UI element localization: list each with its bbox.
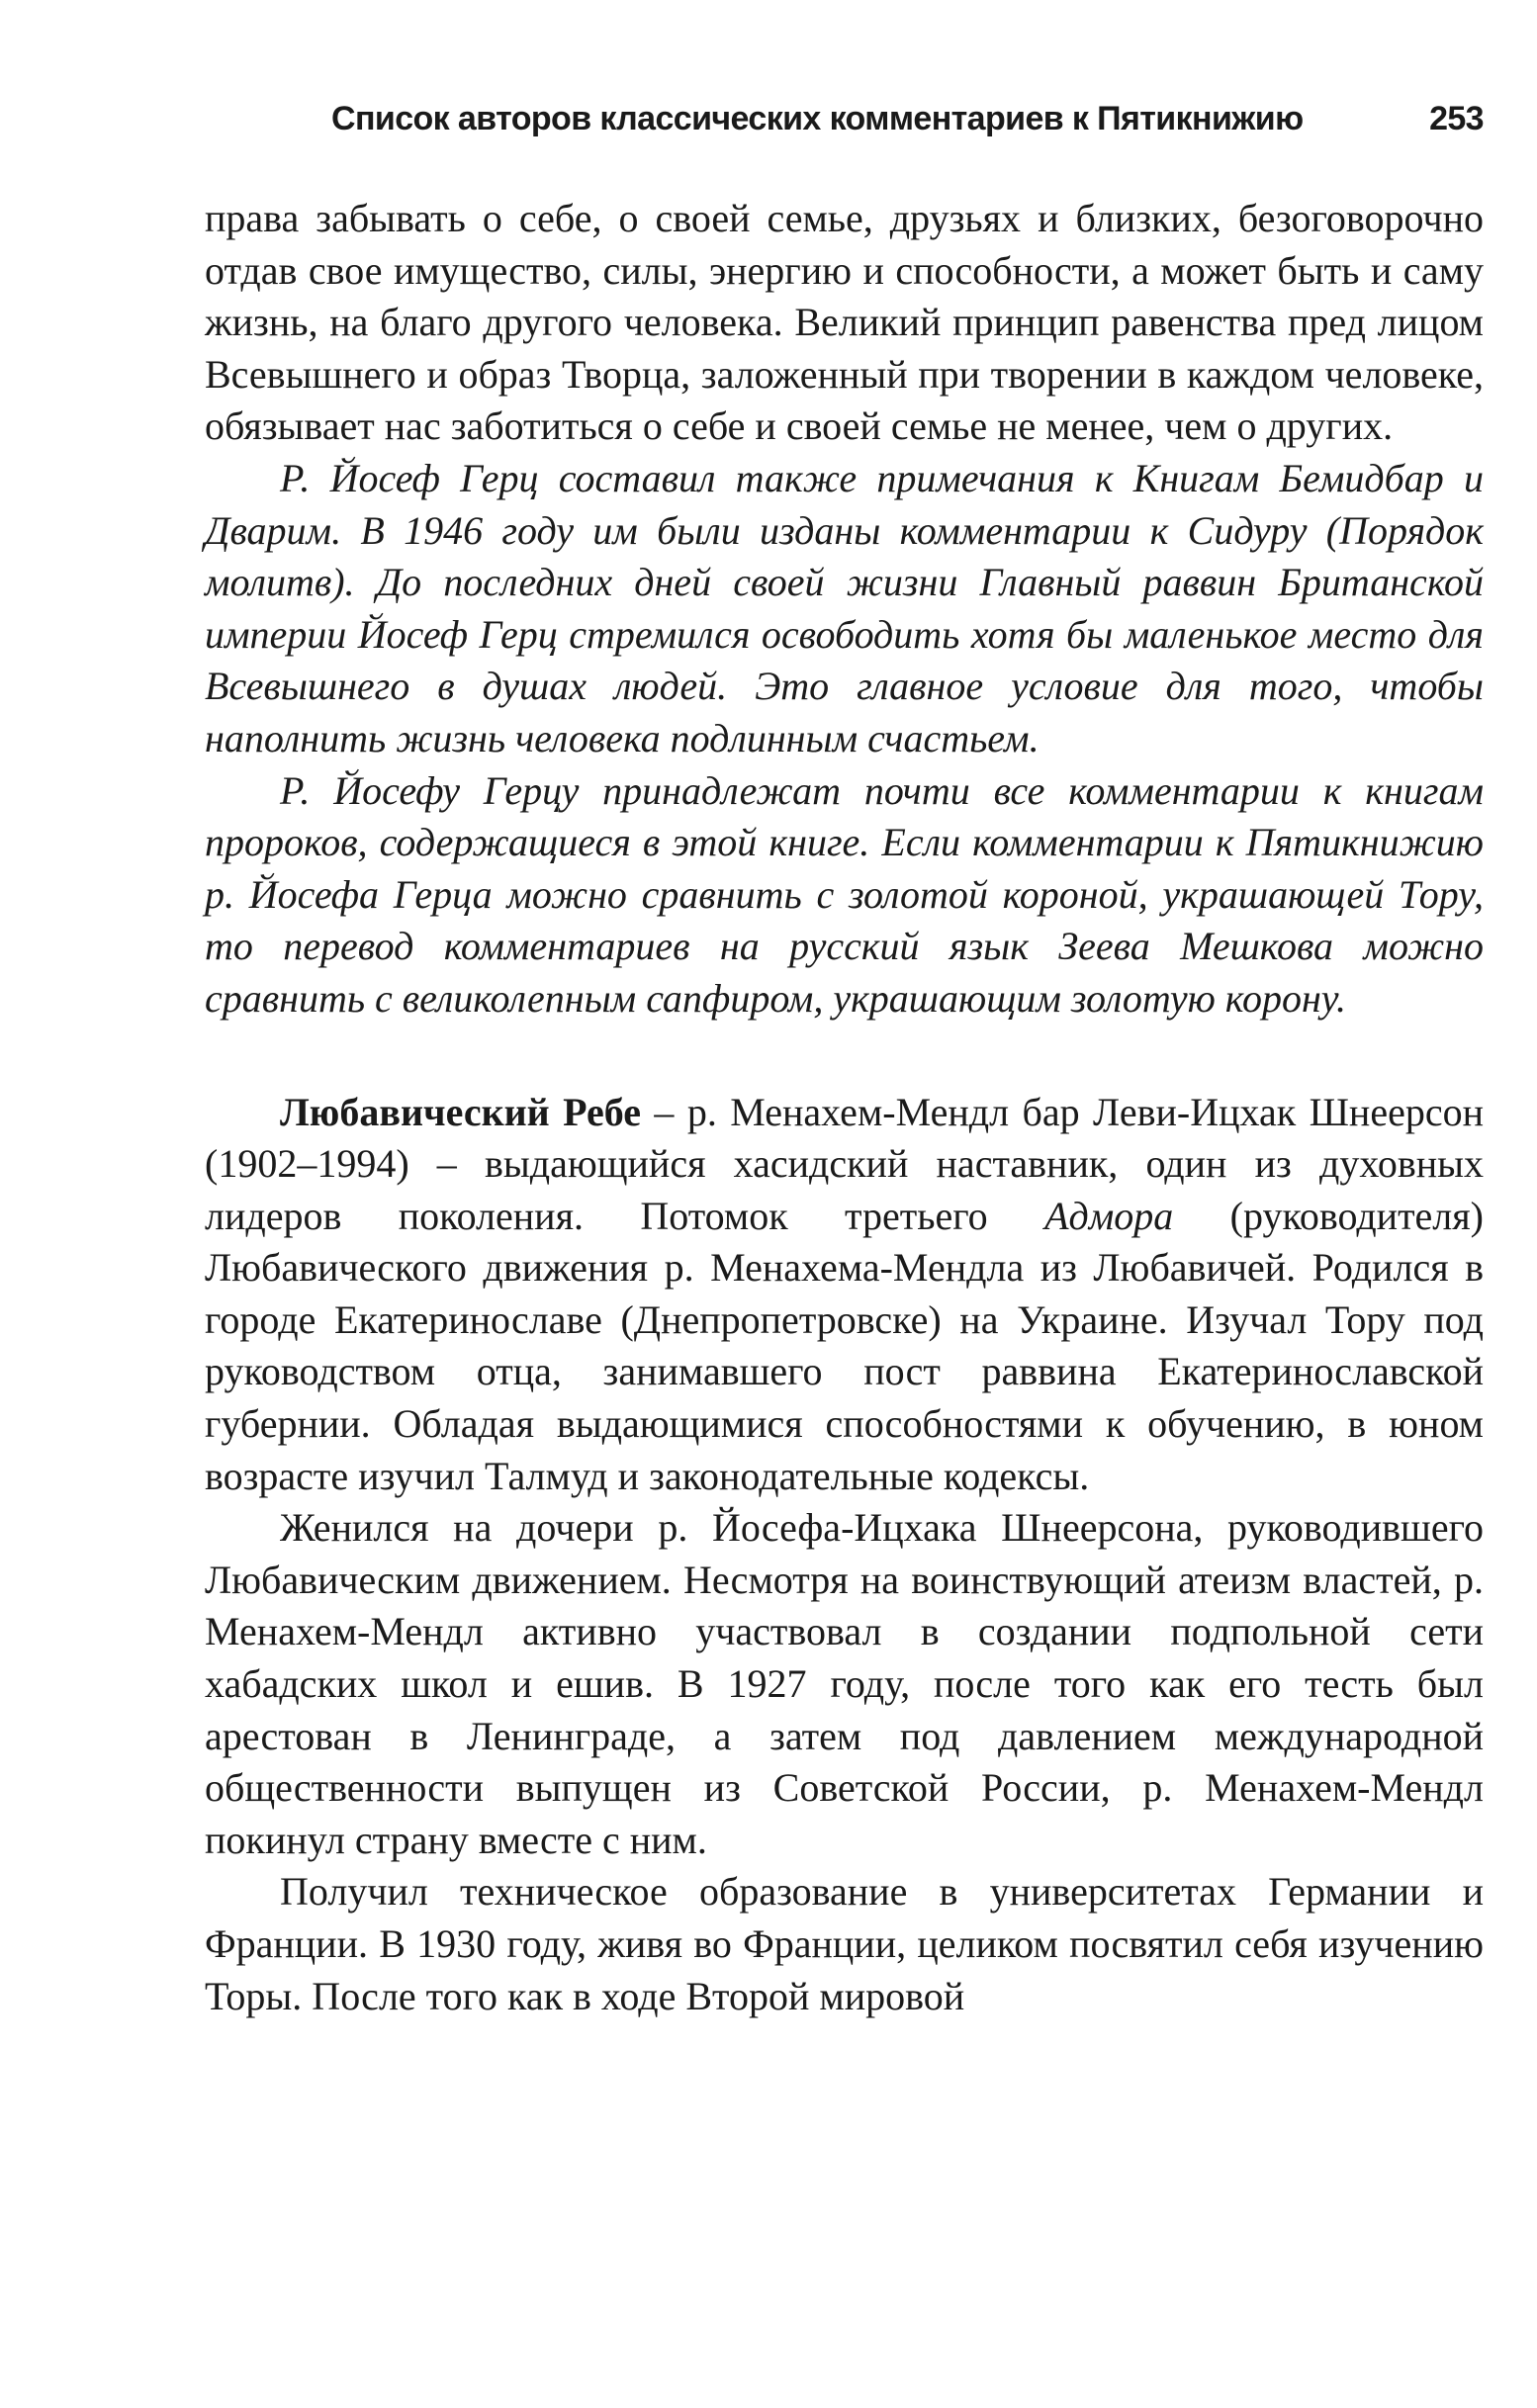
entry-name: Любавический Ребе (280, 1089, 642, 1134)
header-title: Список авторов классических комментариев к Пятикнижию (331, 100, 1304, 137)
entry-text-part-2: (руководителя) Любавического движения р. Менахема-Мендла из Любавичей. Родился в городе Екатеринославе (Днепропетровске) на Украине. Изучал Тору под руководством отца, занимавшего пост раввина Екатеринославской губернии. Обладая выдающимися способностями к обучению, в юном возрасте изучил Талмуд и законодательные кодексы. (205, 1193, 1484, 1498)
entry-text-part-1: – р. Менахем-Мендл бар Леви-Ицхак Шнеерсон (1902–1994) – выдающийся хасидский наставник, один из духовных лидеров поколения. Потомок третьего (205, 1089, 1485, 1238)
paragraph-herz-notes: Р. Йосеф Герц составил также примечания к Книгам Бемидбар и Дварим. В 1946 году им были изданы комментарии к Сидуру (Порядок молитв). До последних дней своей жизни Главный раввин Британской империи Йосеф Герц стремился освободить хотя бы маленькое место для Всевышнего в душах людей. Это главное условие для того, чтобы наполнить жизнь человека подлинным счастьем. (205, 455, 1484, 760)
paragraph-continuation: права забывать о себе, о своей семье, друзьях и близких, безоговорочно отдав свое имущество, силы, энергию и способности, а может быть и саму жизнь, на благо другого человека. Великий принцип равенства пред лицом Всевышнего и образ Творца, заложенный при творении в каждом человеке, обязывает нас заботиться о себе и своей семье не менее, чем о других. (205, 196, 1484, 449)
page-number: 253 (1429, 100, 1484, 137)
running-header (208, 91, 1484, 146)
entry-italic-term: Адмора (1044, 1193, 1174, 1238)
paragraph-education: Получил техническое образование в университетах Германии и Франции. В 1930 году, живя во Франции, целиком посвятил себя изучению Торы. После того как в ходе Второй мировой (205, 1869, 1484, 2018)
paragraph-marriage: Женился на дочери р. Йосефа-Ицхака Шнеерсона, руководившего Любавическим движением. Несмотря на воинствующий атеизм властей, р. Менахем-Мендл активно участвовал в создании подпольной сети хабадских школ и ешив. В 1927 году, после того как его тесть был арестован в Ленинграде, а затем под давлением международной общественности выпущен из Советской России, р. Менахем-Мендл покинул страну вместе с ним. (205, 1505, 1484, 1862)
entry-lubavitcher-rebbe (205, 1087, 1484, 1503)
paragraph-herz-prophets: Р. Йосефу Герцу принадлежат почти все комментарии к книгам пророков, содержащиеся в этой книге. Если комментарии к Пятикнижию р. Йосефа Герца можно сравнить с золотой короной, украшающей Тору, то перевод комментариев на русский язык Зеева Мешкова можно сравнить с великолепным сапфиром, украшающим золотую корону. (205, 767, 1484, 1021)
body-text (205, 193, 1484, 2022)
